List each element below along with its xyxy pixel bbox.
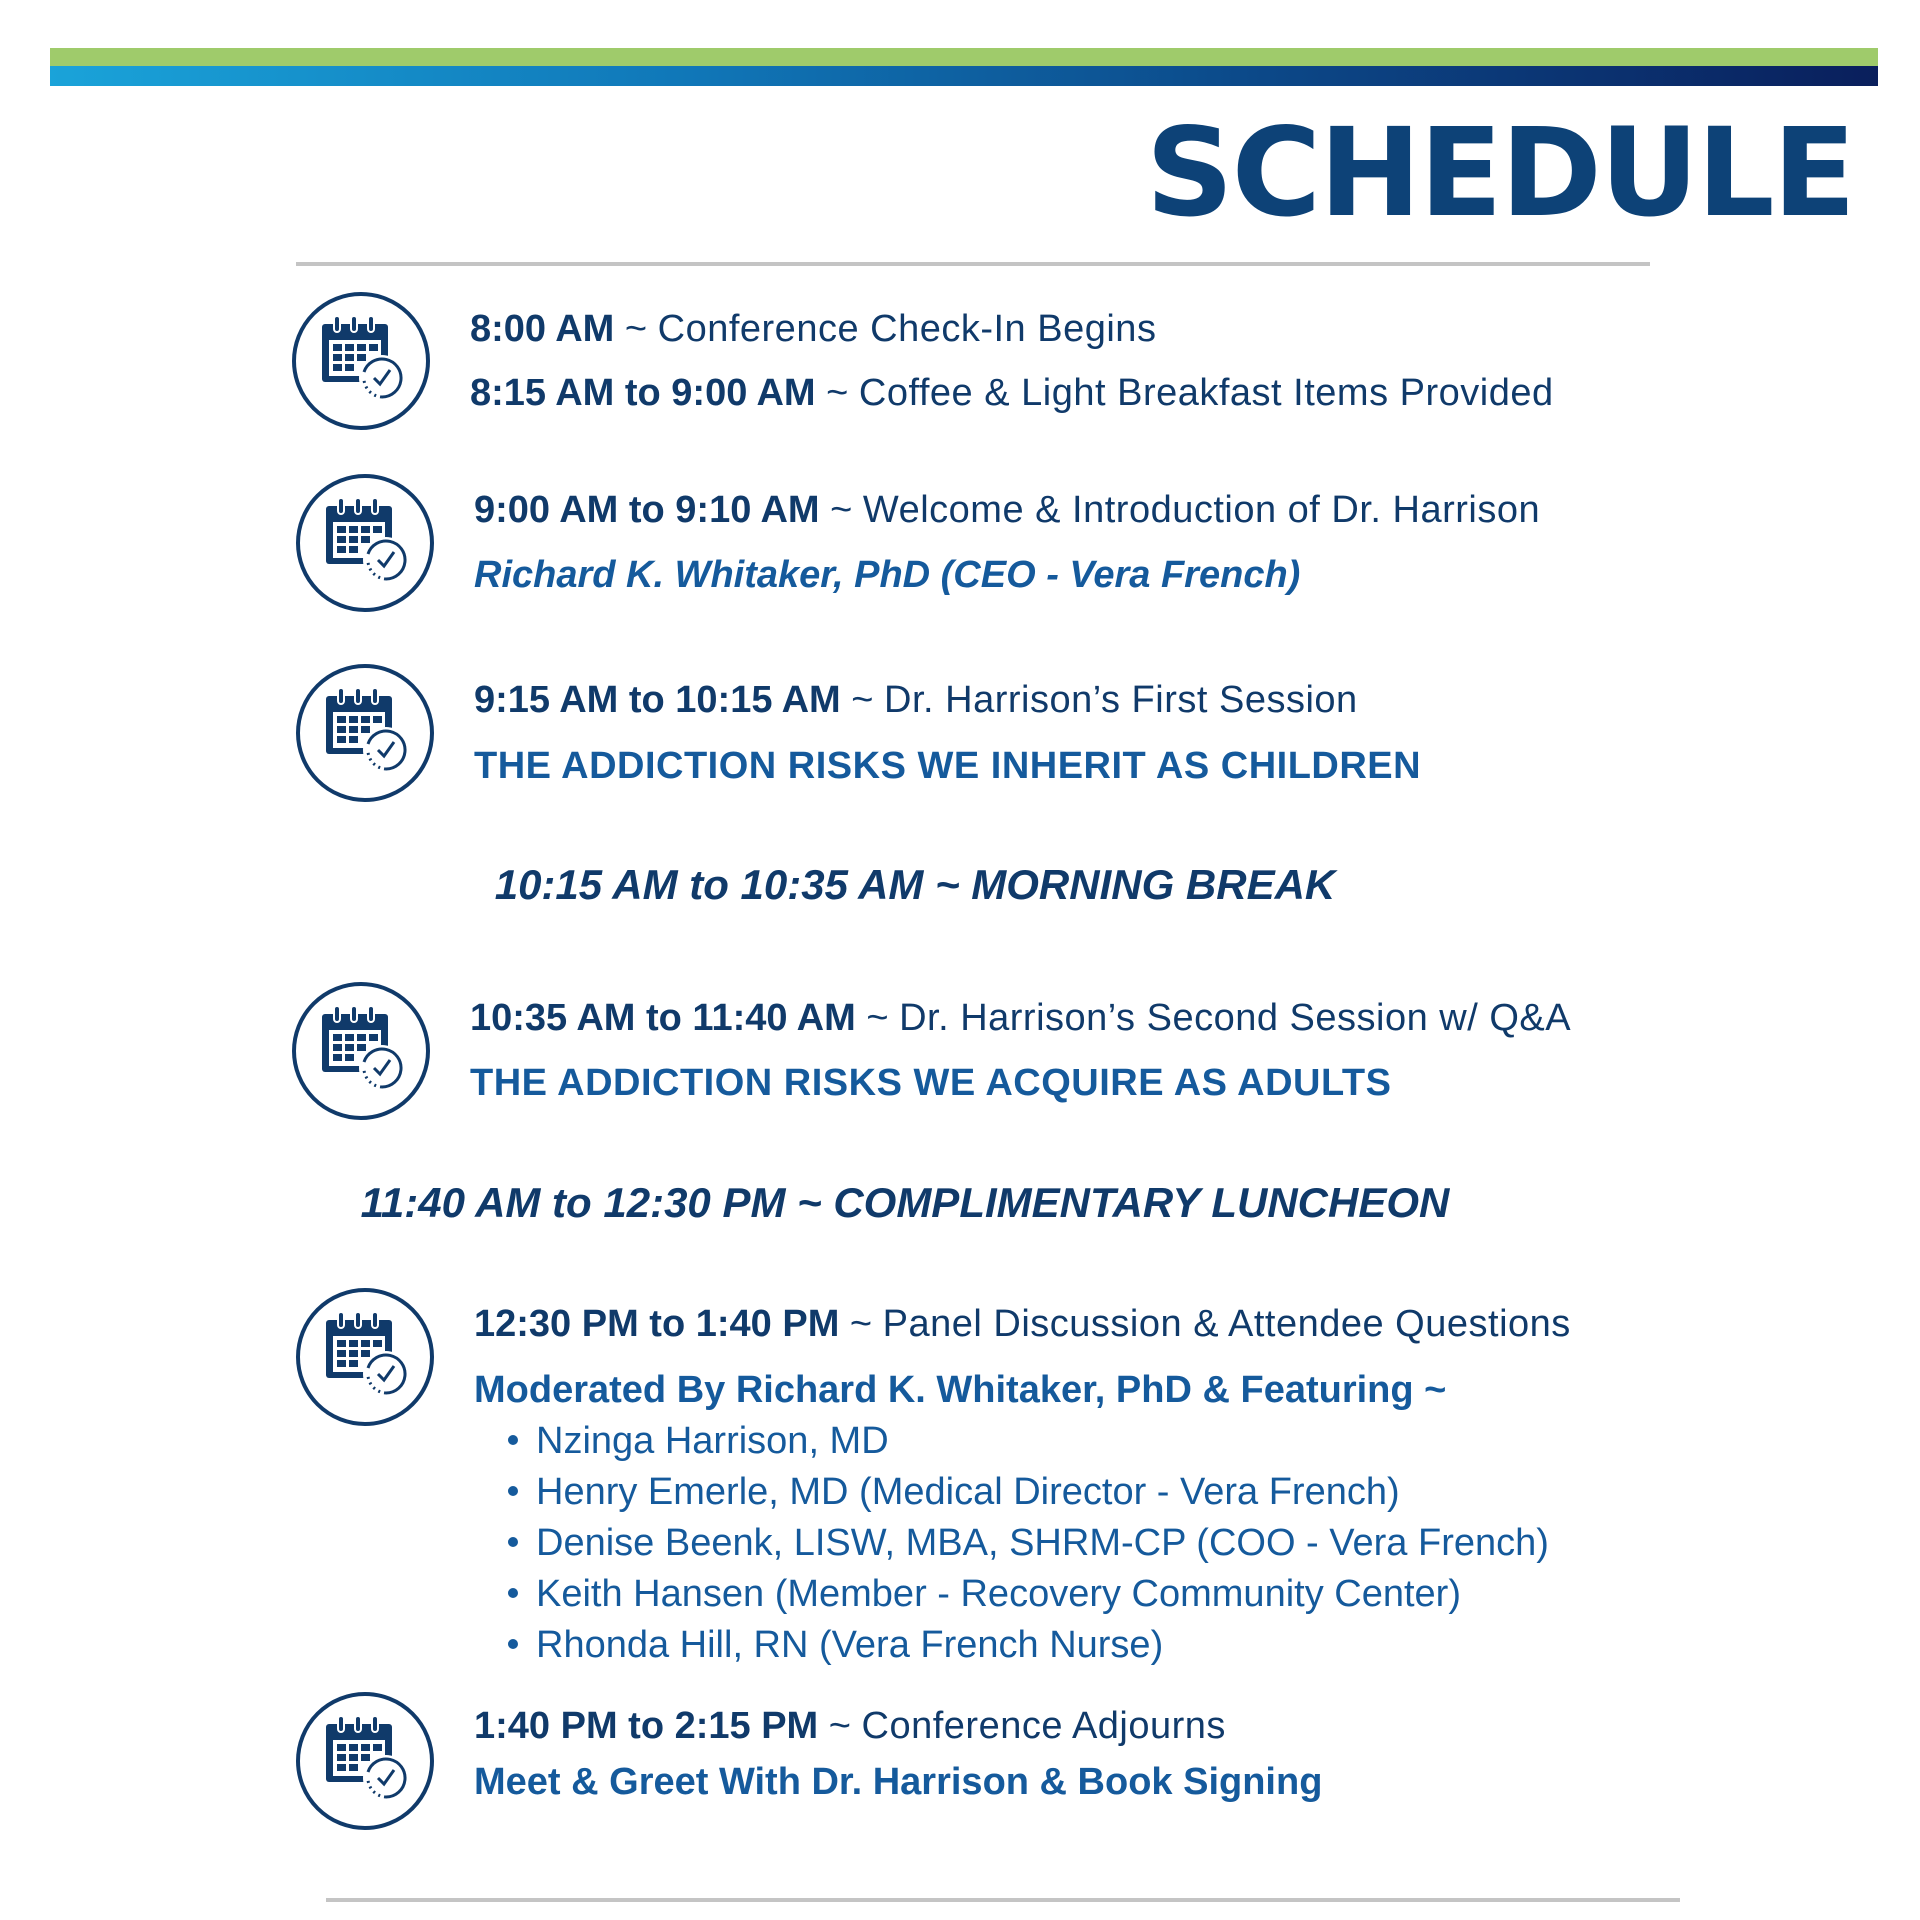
list-item bbox=[508, 1620, 1549, 1671]
entry-description: Dr. Harrison’s Second Session w/ Q&A bbox=[899, 997, 1572, 1039]
panelist-name: Keith Hansen (Member - Recovery Community Center) bbox=[536, 1573, 1461, 1615]
entry-description: Dr. Harrison’s First Session bbox=[884, 679, 1358, 721]
header-accent-bar-green bbox=[50, 48, 1878, 66]
entry-separator: ~ bbox=[614, 308, 658, 350]
entry-time: 9:00 AM to 9:10 AM bbox=[474, 489, 820, 531]
entry-separator: ~ bbox=[840, 679, 885, 721]
calendar-clock-icon bbox=[296, 1692, 434, 1830]
schedule-entry bbox=[474, 1304, 1571, 1346]
entry-note: Meet & Greet With Dr. Harrison & Book Signing bbox=[474, 1761, 1323, 1803]
entry-separator: ~ bbox=[818, 1705, 862, 1747]
bullet-icon bbox=[508, 1639, 518, 1649]
entry-separator: ~ bbox=[839, 1303, 883, 1345]
entry-separator: ~ bbox=[855, 997, 900, 1039]
schedule-entry bbox=[474, 680, 1358, 722]
header-accent-bar-blue bbox=[50, 66, 1878, 86]
schedule-entry bbox=[474, 490, 1540, 532]
entry-separator: ~ bbox=[819, 489, 863, 531]
page-title: SCHEDULE bbox=[1145, 102, 1854, 244]
divider-bottom bbox=[326, 1898, 1680, 1902]
schedule-entry bbox=[470, 373, 1554, 415]
calendar-clock-icon bbox=[296, 664, 434, 802]
entry-time: 10:35 AM to 11:40 AM bbox=[470, 997, 856, 1039]
entry-time: 8:00 AM bbox=[470, 308, 615, 350]
entry-description: Conference Adjourns bbox=[861, 1705, 1226, 1747]
bullet-icon bbox=[508, 1486, 518, 1496]
panelist-name: Nzinga Harrison, MD bbox=[536, 1420, 889, 1462]
list-item bbox=[508, 1467, 1549, 1518]
entry-time: 9:15 AM to 10:15 AM bbox=[474, 679, 841, 721]
morning-break: 10:15 AM to 10:35 AM ~ MORNING BREAK bbox=[494, 861, 1336, 908]
schedule-entry bbox=[470, 309, 1156, 351]
calendar-clock-icon bbox=[296, 474, 434, 612]
session-title: THE ADDICTION RISKS WE ACQUIRE AS ADULTS bbox=[470, 1062, 1392, 1104]
panelist-list bbox=[508, 1416, 1549, 1671]
schedule-entry bbox=[474, 1706, 1226, 1748]
calendar-clock-icon bbox=[292, 292, 430, 430]
entry-time: 1:40 PM to 2:15 PM bbox=[474, 1705, 819, 1747]
bullet-icon bbox=[508, 1435, 518, 1445]
schedule-entry bbox=[470, 998, 1571, 1040]
entry-description: Panel Discussion & Attendee Questions bbox=[882, 1303, 1571, 1345]
entry-time: 8:15 AM to 9:00 AM bbox=[470, 372, 816, 414]
panelist-name: Denise Beenk, LISW, MBA, SHRM-CP (COO - Vera French) bbox=[536, 1522, 1549, 1564]
bullet-icon bbox=[508, 1537, 518, 1547]
panelist-name: Rhonda Hill, RN (Vera French Nurse) bbox=[536, 1624, 1164, 1666]
entry-speaker: Richard K. Whitaker, PhD (CEO - Vera French) bbox=[474, 554, 1301, 596]
entry-description: Coffee & Light Breakfast Items Provided bbox=[858, 372, 1554, 414]
calendar-clock-icon bbox=[292, 982, 430, 1120]
entry-description: Welcome & Introduction of Dr. Harrison bbox=[862, 489, 1541, 531]
panel-moderator: Moderated By Richard K. Whitaker, PhD & Featuring ~ bbox=[474, 1369, 1447, 1411]
list-item bbox=[508, 1518, 1549, 1569]
bullet-icon bbox=[508, 1588, 518, 1598]
divider-top bbox=[296, 262, 1650, 266]
entry-separator: ~ bbox=[815, 372, 859, 414]
list-item bbox=[508, 1569, 1549, 1620]
lunch-break: 11:40 AM to 12:30 PM ~ COMPLIMENTARY LUNCHEON bbox=[360, 1179, 1450, 1226]
panelist-name: Henry Emerle, MD (Medical Director - Vera French) bbox=[536, 1471, 1400, 1513]
session-title: THE ADDICTION RISKS WE INHERIT AS CHILDREN bbox=[474, 745, 1422, 787]
calendar-clock-icon bbox=[296, 1288, 434, 1426]
entry-time: 12:30 PM to 1:40 PM bbox=[474, 1303, 840, 1345]
list-item bbox=[508, 1416, 1549, 1467]
entry-description: Conference Check-In Begins bbox=[657, 308, 1157, 350]
